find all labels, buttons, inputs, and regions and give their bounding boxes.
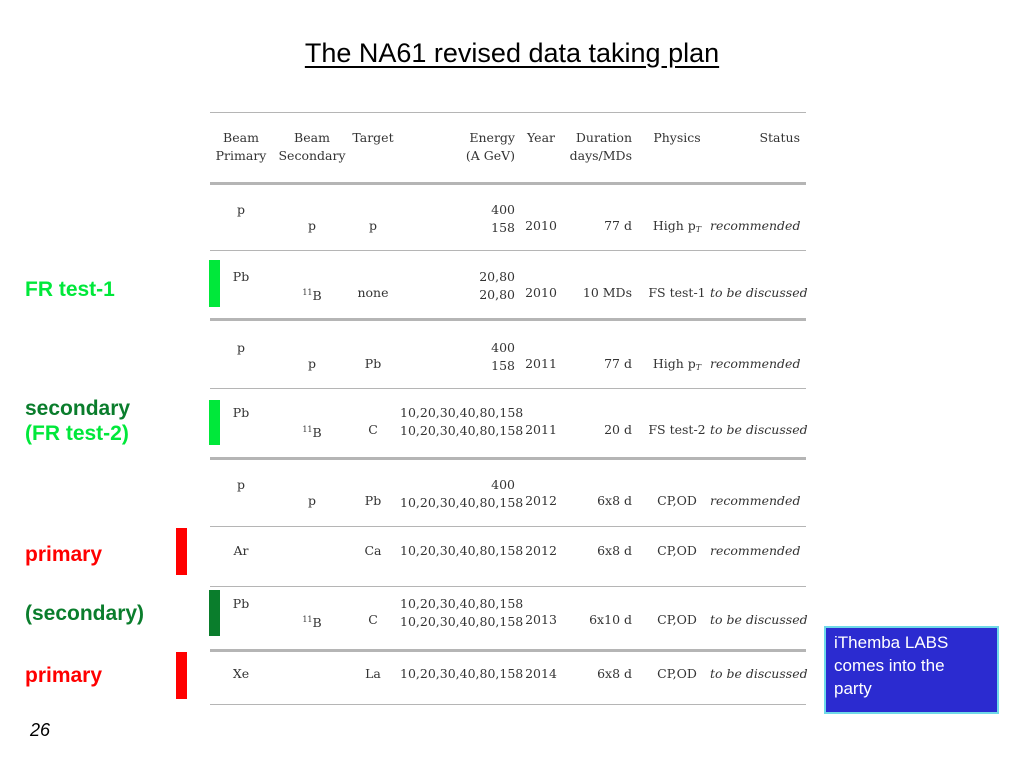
- cell-primary: Pb: [232, 269, 250, 284]
- cell-status: to be discussed: [710, 666, 808, 681]
- cell-status: recommended: [710, 218, 801, 233]
- cell-secondary: $^{11}$B: [302, 425, 322, 440]
- cell-target: none: [357, 285, 389, 300]
- cell-energy: 20,80 20,80: [479, 269, 515, 302]
- cell-duration: 10 MDs: [582, 285, 632, 300]
- cell-status: to be discussed: [710, 422, 808, 437]
- header-year: Year: [527, 130, 555, 145]
- side-label-primary-ar: primary: [25, 543, 103, 566]
- header-energy: Energy (A GeV): [465, 130, 515, 163]
- cell-primary: Pb: [232, 405, 250, 420]
- cell-secondary: $^{11}$B: [302, 615, 322, 630]
- side-label-secondary-pb: (secondary): [25, 602, 145, 625]
- header-status: Status: [759, 130, 800, 145]
- cell-status: recommended: [710, 493, 801, 508]
- data-taking-plan-table: [210, 112, 806, 706]
- cell-energy: 400 10,20,30,40,80,158: [400, 477, 524, 510]
- cell-year: 2012: [525, 493, 557, 508]
- cell-physics: CP,OD: [657, 666, 697, 681]
- cell-primary: Xe: [232, 666, 250, 681]
- cell-duration: 77 d: [604, 218, 632, 233]
- ithemba-info-box: [824, 626, 999, 714]
- info-box-line: iThemba LABS: [834, 633, 949, 652]
- cell-status: recommended: [710, 543, 801, 558]
- info-box-line: comes into the: [834, 656, 945, 675]
- cell-energy: 10,20,30,40,80,158 10,20,30,40,80,158: [400, 405, 524, 438]
- cell-physics: High $p_T$: [652, 218, 702, 234]
- cell-target: Pb: [364, 356, 382, 371]
- cell-primary: p: [236, 340, 245, 355]
- header-target: Target: [352, 130, 394, 145]
- header-duration: Duration days/MDs: [569, 130, 632, 163]
- marker-bar-primary-xe: [176, 652, 187, 699]
- cell-energy: 400 158: [491, 202, 515, 235]
- cell-primary: p: [236, 202, 245, 217]
- cell-status: to be discussed: [710, 612, 808, 627]
- header-physics: Physics: [653, 130, 701, 145]
- cell-physics: High $p_T$: [652, 356, 702, 372]
- cell-secondary: p: [307, 493, 316, 508]
- cell-secondary: p: [307, 218, 316, 233]
- cell-duration: 77 d: [604, 356, 632, 371]
- cell-physics: CP,OD: [657, 493, 697, 508]
- cell-target: Ca: [364, 543, 382, 558]
- cell-target: p: [368, 218, 377, 233]
- cell-primary: Pb: [232, 596, 250, 611]
- side-label-primary-xe: primary: [25, 664, 103, 687]
- cell-duration: 20 d: [604, 422, 632, 437]
- cell-target: C: [368, 612, 378, 627]
- cell-physics: CP,OD: [657, 543, 697, 558]
- cell-year: 2012: [525, 543, 557, 558]
- side-label-fr-test-1: FR test-1: [25, 278, 115, 301]
- cell-primary: Ar: [233, 543, 249, 558]
- side-label-secondary: secondary: [25, 397, 131, 420]
- cell-year: 2011: [525, 422, 557, 437]
- cell-year: 2010: [525, 218, 557, 233]
- cell-duration: 6x10 d: [589, 612, 632, 627]
- marker-bar-primary-ar: [176, 528, 187, 575]
- slide-title: The NA61 revised data taking plan: [304, 38, 720, 68]
- cell-year: 2010: [525, 285, 557, 300]
- cell-physics: CP,OD: [657, 612, 697, 627]
- cell-target: La: [365, 666, 381, 681]
- page-number: 26: [30, 720, 51, 740]
- cell-energy: 10,20,30,40,80,158: [400, 666, 524, 681]
- cell-energy: 400 158: [491, 340, 515, 373]
- cell-secondary: p: [307, 356, 316, 371]
- cell-duration: 6x8 d: [597, 493, 632, 508]
- cell-year: 2014: [525, 666, 557, 681]
- side-label-fr-test-2: (FR test-2): [25, 422, 129, 445]
- cell-secondary: $^{11}$B: [302, 288, 322, 303]
- cell-target: C: [368, 422, 378, 437]
- cell-duration: 6x8 d: [597, 666, 632, 681]
- header-beam-secondary: Beam Secondary: [278, 130, 346, 163]
- cell-target: Pb: [364, 493, 382, 508]
- cell-primary: p: [236, 477, 245, 492]
- cell-energy: 10,20,30,40,80,158: [400, 543, 524, 558]
- cell-physics: FS test-2: [648, 422, 706, 437]
- info-box-line: party: [834, 679, 872, 698]
- cell-status: to be discussed: [710, 285, 808, 300]
- header-beam-primary: Beam Primary: [215, 130, 267, 163]
- cell-year: 2013: [525, 612, 557, 627]
- cell-year: 2011: [525, 356, 557, 371]
- cell-energy: 10,20,30,40,80,158 10,20,30,40,80,158: [400, 596, 524, 629]
- cell-status: recommended: [710, 356, 801, 371]
- cell-physics: FS test-1: [648, 285, 706, 300]
- cell-duration: 6x8 d: [597, 543, 632, 558]
